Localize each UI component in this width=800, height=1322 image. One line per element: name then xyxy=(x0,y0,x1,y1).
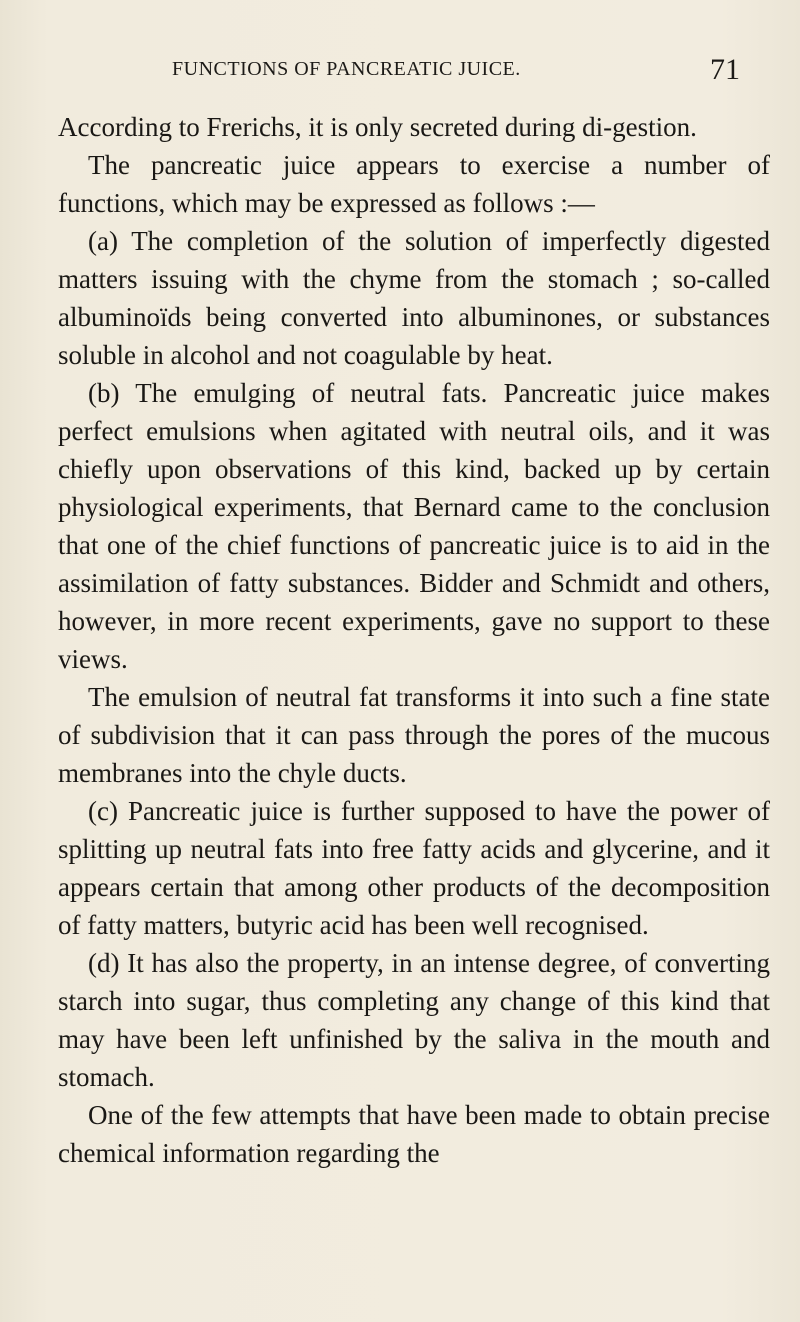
paragraph-function-a: (a) The completion of the solution of imperfectly digested matters issuing with the chyme from the stomach ; so-called albuminoïds being converted into albuminones, or substances soluble in alcohol and not coagulable by heat. xyxy=(58,226,770,370)
paragraph-functions-intro: The pancreatic juice appears to exercise a number of functions, which may be expressed as follows :— xyxy=(58,150,770,218)
running-head: FUNCTIONS OF PANCREATIC JUICE. xyxy=(172,58,521,80)
paragraph-function-d: (d) It has also the property, in an intense degree, of converting starch into sugar, thus completing any change of this kind that may have been left unfinished by the saliva in the mouth and stomach. xyxy=(58,948,770,1092)
paragraph-function-c: (c) Pancreatic juice is further supposed to have the power of splitting up neutral fats into free fatty acids and glycerine, and it appears certain that among other products of the decomposition of fatty matters, butyric acid has been well recognised. xyxy=(58,796,770,940)
body-text xyxy=(58,108,770,1172)
paragraph-frerichs: According to Frerichs, it is only secreted during di-gestion. xyxy=(58,112,697,142)
page-number: 71 xyxy=(710,53,740,86)
paragraph-attempts: One of the few attempts that have been made to obtain precise chemical information regarding the xyxy=(58,1100,770,1168)
paragraph-function-b: (b) The emulging of neutral fats. Pancreatic juice makes perfect emulsions when agitated with neutral oils, and it was chiefly upon observations of this kind, backed up by certain physiological experiments, that Bernard came to the conclusion that one of the chief functions of pancreatic juice is to aid in the assimilation of fatty substances. Bidder and Schmidt and others, however, in more recent experiments, gave no support to these views. xyxy=(58,378,770,674)
paragraph-emulsion: The emulsion of neutral fat transforms it into such a fine state of subdivision that it can pass through the pores of the mucous membranes into the chyle ducts. xyxy=(58,682,770,788)
